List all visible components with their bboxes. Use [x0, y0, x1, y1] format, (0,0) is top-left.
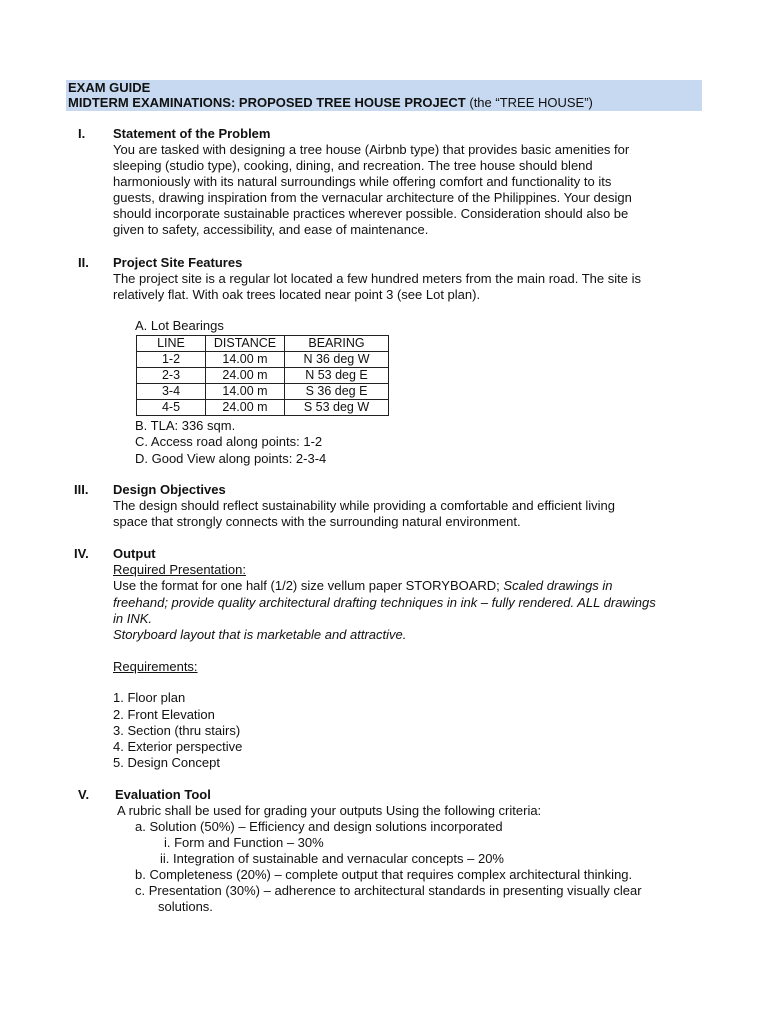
- criteria-b: b. Completeness (20%) – complete output that requires complex architectural thinking.: [135, 867, 633, 882]
- site-item-d: D. Good View along points: 2-3-4: [135, 451, 327, 466]
- section-1-line: harmoniously with its natural surroundings while offering comfort and functionality to its: [113, 174, 612, 189]
- section-2-title: Project Site Features: [113, 255, 243, 270]
- output-line: Storyboard layout that is marketable and attractive.: [113, 627, 407, 642]
- requirement-item: 1. Floor plan: [113, 690, 186, 705]
- section-3-title: Design Objectives: [113, 482, 226, 497]
- table-header: BEARING: [285, 336, 389, 352]
- criteria-a-i: i. Form and Function – 30%: [164, 835, 324, 850]
- table-row: [137, 368, 389, 384]
- table-row: [137, 400, 389, 416]
- requirements-label: Requirements:: [113, 659, 198, 674]
- requirement-item: 2. Front Elevation: [113, 707, 215, 722]
- table-cell: 24.00 m: [206, 368, 285, 384]
- table-cell: 24.00 m: [206, 400, 285, 416]
- table-cell: 1-2: [137, 352, 206, 368]
- section-3-number: III.: [74, 482, 89, 497]
- section-2-line: The project site is a regular lot located a few hundred meters from the main road. The site is: [113, 271, 641, 286]
- section-1-number: I.: [78, 126, 86, 141]
- table-header: LINE: [137, 336, 206, 352]
- section-2-line: relatively flat. With oak trees located near point 3 (see Lot plan).: [113, 287, 481, 302]
- section-3-line: The design should reflect sustainability while providing a comfortable and efficient living: [113, 498, 615, 513]
- output-line: Use the format for one half (1/2) size vellum paper STORYBOARD; Scaled drawings in: [113, 578, 613, 593]
- criteria-c: c. Presentation (30%) – adherence to architectural standards in presenting visually clear: [135, 883, 642, 898]
- evaluation-intro: A rubric shall be used for grading your outputs Using the following criteria:: [117, 803, 542, 818]
- table-row: [137, 352, 389, 368]
- header-subtitle: MIDTERM EXAMINATIONS: PROPOSED TREE HOUSE PROJECT (the “TREE HOUSE”): [68, 95, 593, 110]
- section-2-number: II.: [78, 255, 89, 270]
- section-1-title: Statement of the Problem: [113, 126, 271, 141]
- table-cell: 14.00 m: [206, 384, 285, 400]
- site-item-c: C. Access road along points: 1-2: [135, 434, 323, 449]
- lot-bearings-table: [136, 335, 389, 416]
- section-1-line: You are tasked with designing a tree house (Airbnb type) that provides basic amenities for: [113, 142, 630, 157]
- site-item-b: B. TLA: 336 sqm.: [135, 418, 236, 433]
- section-4-number: IV.: [74, 546, 89, 561]
- table-cell: N 36 deg W: [285, 352, 389, 368]
- section-1-line: guests, drawing inspiration from the vernacular architecture of the Philippines. Your design: [113, 190, 632, 205]
- table-cell: 14.00 m: [206, 352, 285, 368]
- section-1-line: given to safety, accessibility, and ease of maintenance.: [113, 222, 429, 237]
- table-header: DISTANCE: [206, 336, 285, 352]
- table-cell: 3-4: [137, 384, 206, 400]
- section-3-line: space that strongly connects with the surrounding natural environment.: [113, 514, 521, 529]
- lot-bearings-label: A. Lot Bearings: [135, 318, 224, 333]
- header-title: EXAM GUIDE: [68, 80, 151, 95]
- section-5-number: V.: [78, 787, 90, 802]
- requirement-item: 3. Section (thru stairs): [113, 723, 241, 738]
- exam-header: [66, 80, 702, 111]
- table-cell: S 36 deg E: [285, 384, 389, 400]
- criteria-c-cont: solutions.: [158, 899, 213, 914]
- section-5-title: Evaluation Tool: [115, 787, 211, 802]
- criteria-a: a. Solution (50%) – Efficiency and design solutions incorporated: [135, 819, 503, 834]
- table-cell: S 53 deg W: [285, 400, 389, 416]
- criteria-a-ii: ii. Integration of sustainable and vernacular concepts – 20%: [160, 851, 504, 866]
- requirement-item: 4. Exterior perspective: [113, 739, 243, 754]
- output-line: in INK.: [113, 611, 153, 626]
- section-4-title: Output: [113, 546, 156, 561]
- output-line: freehand; provide quality architectural drafting techniques in ink – fully rendered. ALL drawings: [113, 595, 656, 610]
- table-row: [137, 384, 389, 400]
- required-presentation-label: Required Presentation:: [113, 562, 246, 577]
- section-1-line: should incorporate sustainable practices wherever possible. Consideration should also be: [113, 206, 629, 221]
- table-cell: 2-3: [137, 368, 206, 384]
- section-1-line: sleeping (studio type), cooking, dining, and recreation. The tree house should blend: [113, 158, 593, 173]
- table-cell: 4-5: [137, 400, 206, 416]
- requirement-item: 5. Design Concept: [113, 755, 220, 770]
- table-cell: N 53 deg E: [285, 368, 389, 384]
